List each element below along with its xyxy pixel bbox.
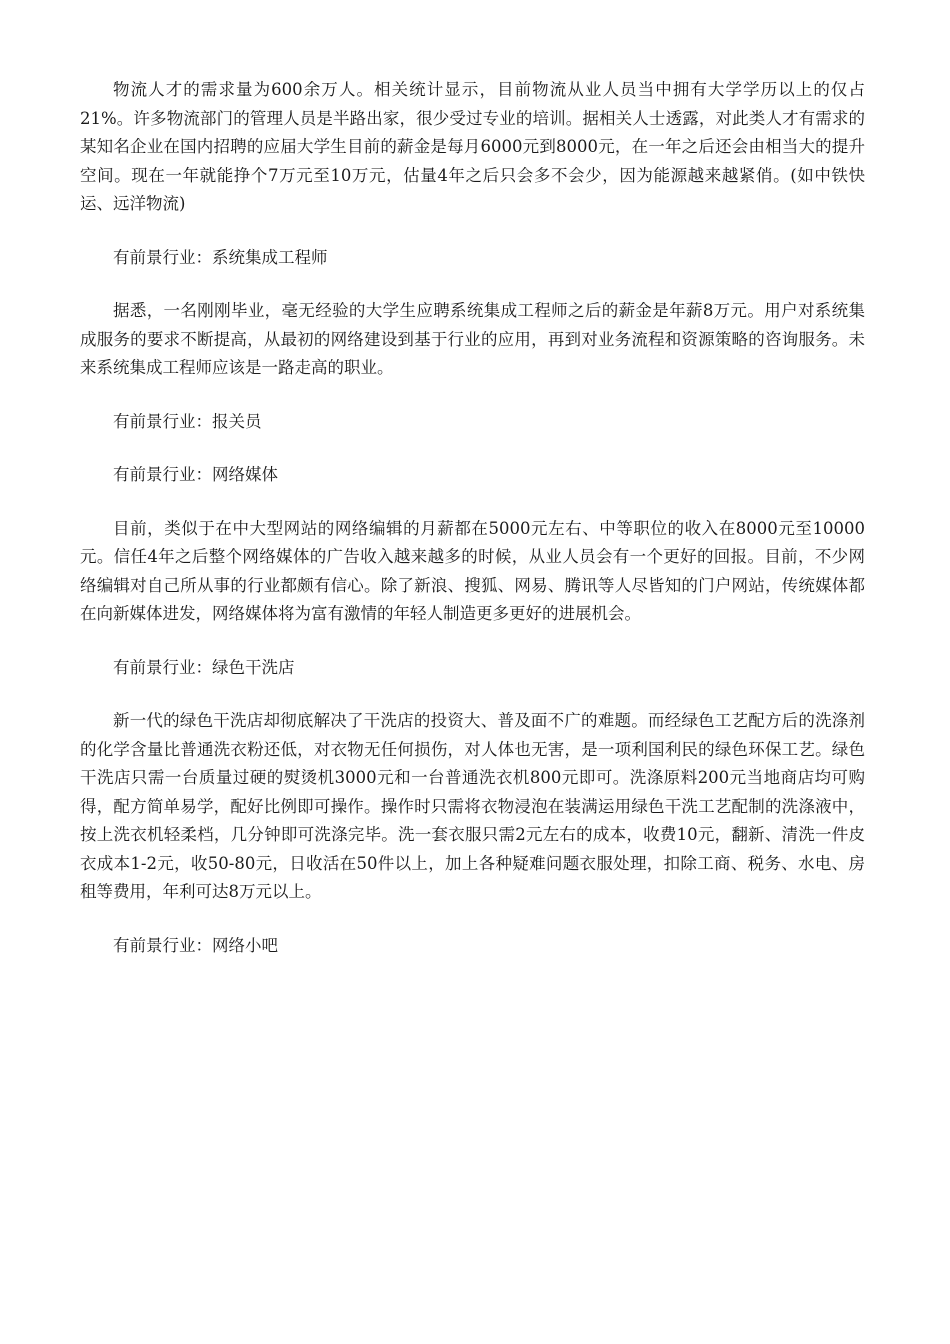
paragraph-green-dry-cleaning: 新一代的绿色干洗店却彻底解决了干洗店的投资大、普及面不广的难题。而经绿色工艺配方后的洗涤剂的化学含量比普通洗衣粉还低，对衣物无任何损伤，对人体也无害，是一项利国利民的绿色环保工艺。绿色干洗店只需一台质量过硬的熨烫机3000元和一台普通洗衣机800元即可。洗涤原料200元当地商店均可购得，配方简单易学，配好比例即可操作。操作时只需将衣物浸泡在装满运用绿色干洗工艺配制的洗涤液中，按上洗衣机轻柔档，几分钟即可洗涤完毕。洗一套衣服只需2元左右的成本，收费10元，翻新、清洗一件皮衣成本1-2元，收50-80元，日收活在50件以上，加上各种疑难问题衣服处理，扣除工商、税务、水电、房租等费用，年利可达8万元以上。 xyxy=(80,711,865,901)
paragraph-logistics: 物流人才的需求量为600余万人。相关统计显示，目前物流从业人员当中拥有大学学历以上的仅占21%。许多物流部门的管理人员是半路出家，很少受过专业的培训。据相关人士透露，对此类人才有需求的某知名企业在国内招聘的应届大学生目前的薪金是每月6000元到8000元，在一年之后还会由相当大的提升空间。现在一年就能挣个7万元至10万元，估量4年之后只会多不会少，因为能源越来越紧俏。(如中铁快运、远洋物流) xyxy=(80,80,865,213)
section-heading-green-dry-cleaning: 有前景行业：绿色干洗店 xyxy=(113,657,295,677)
document-body xyxy=(80,76,865,985)
section-heading-customs-declarer: 有前景行业：报关员 xyxy=(113,411,262,431)
paragraph-system-integration: 据悉，一名刚刚毕业，毫无经验的大学生应聘系统集成工程师之后的薪金是年薪8万元。用户对系统集成服务的要求不断提高，从最初的网络建设到基于行业的应用，再到对业务流程和资源策略的咨询服务。未来系统集成工程师应该是一路走高的职业。 xyxy=(80,301,865,377)
section-heading-online-media: 有前景行业：网络媒体 xyxy=(113,465,278,484)
section-heading-internet-bar: 有前景行业：网络小吧 xyxy=(113,935,278,955)
section-heading-system-integration: 有前景行业：系统集成工程师 xyxy=(113,247,328,267)
paragraph-online-media: 目前，类似于在中大型网站的网络编辑的月薪都在5000元左右、中等职位的收入在8000元至10000元。信任4年之后整个网络媒体的广告收入越来越多的时候，从业人员会有一个更好的回报。目前，不少网络编辑对自己所从事的行业都颇有信心。除了新浪、搜狐、网易、腾讯等人尽皆知的门户网站，传统媒体都在向新媒体进发，网络媒体将为富有激情的年轻人制造更多更好的进展机会。 xyxy=(80,518,865,623)
